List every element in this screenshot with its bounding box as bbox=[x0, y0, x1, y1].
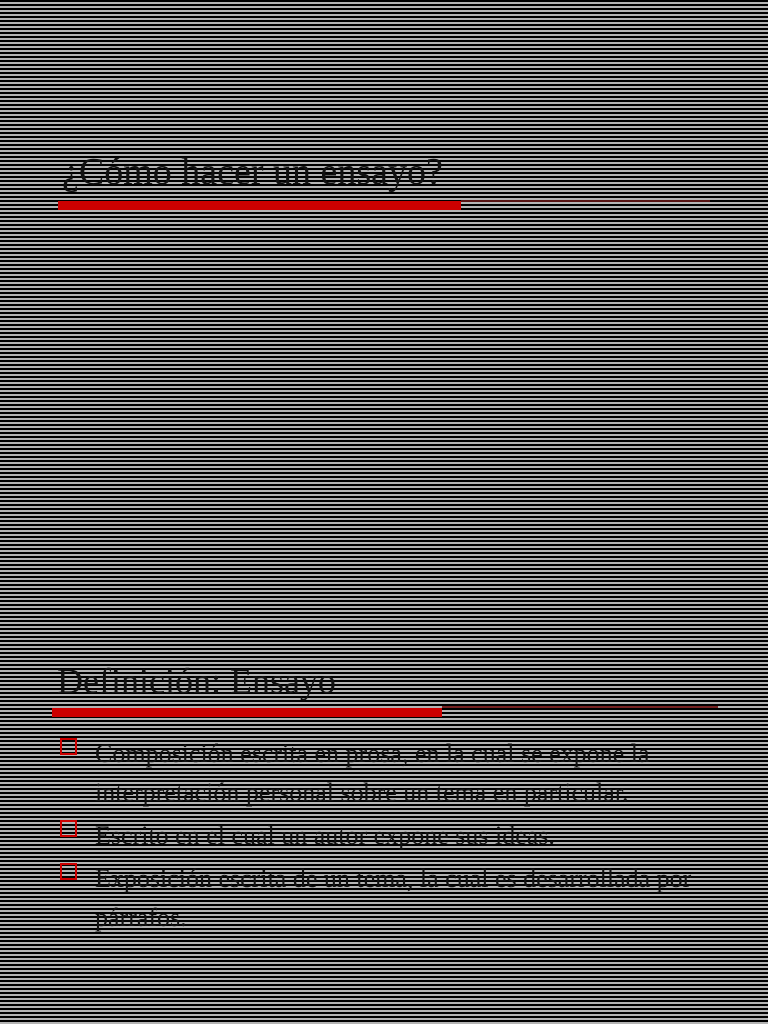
slide-definition-heading: Definición: Ensayo bbox=[57, 661, 336, 701]
square-bullet-icon bbox=[60, 738, 77, 755]
title-underline-red bbox=[58, 201, 461, 210]
bullet-text: Composición escrita en prosa, en la cual se expone la interpretación personal sobre un tema en particular. bbox=[95, 739, 650, 807]
title-underline-thin bbox=[461, 200, 710, 202]
bullet-item bbox=[58, 816, 718, 855]
bullet-item bbox=[58, 734, 718, 812]
bullet-text: Exposición escrita de un tema, la cual es desarrollada por párrafos. bbox=[95, 864, 692, 932]
definition-underline-red bbox=[52, 708, 442, 717]
bullet-text: Escrito en el cual un autor expone sus ideas. bbox=[95, 821, 555, 850]
square-bullet-icon bbox=[60, 820, 77, 837]
slide-title-heading: ¿Cómo hacer un ensayo? bbox=[62, 151, 443, 193]
definition-underline-thin bbox=[442, 706, 718, 708]
bullet-item bbox=[58, 859, 718, 937]
slide-definition bbox=[0, 512, 768, 1024]
definition-bullet-list bbox=[58, 734, 718, 941]
square-bullet-icon bbox=[60, 863, 77, 880]
